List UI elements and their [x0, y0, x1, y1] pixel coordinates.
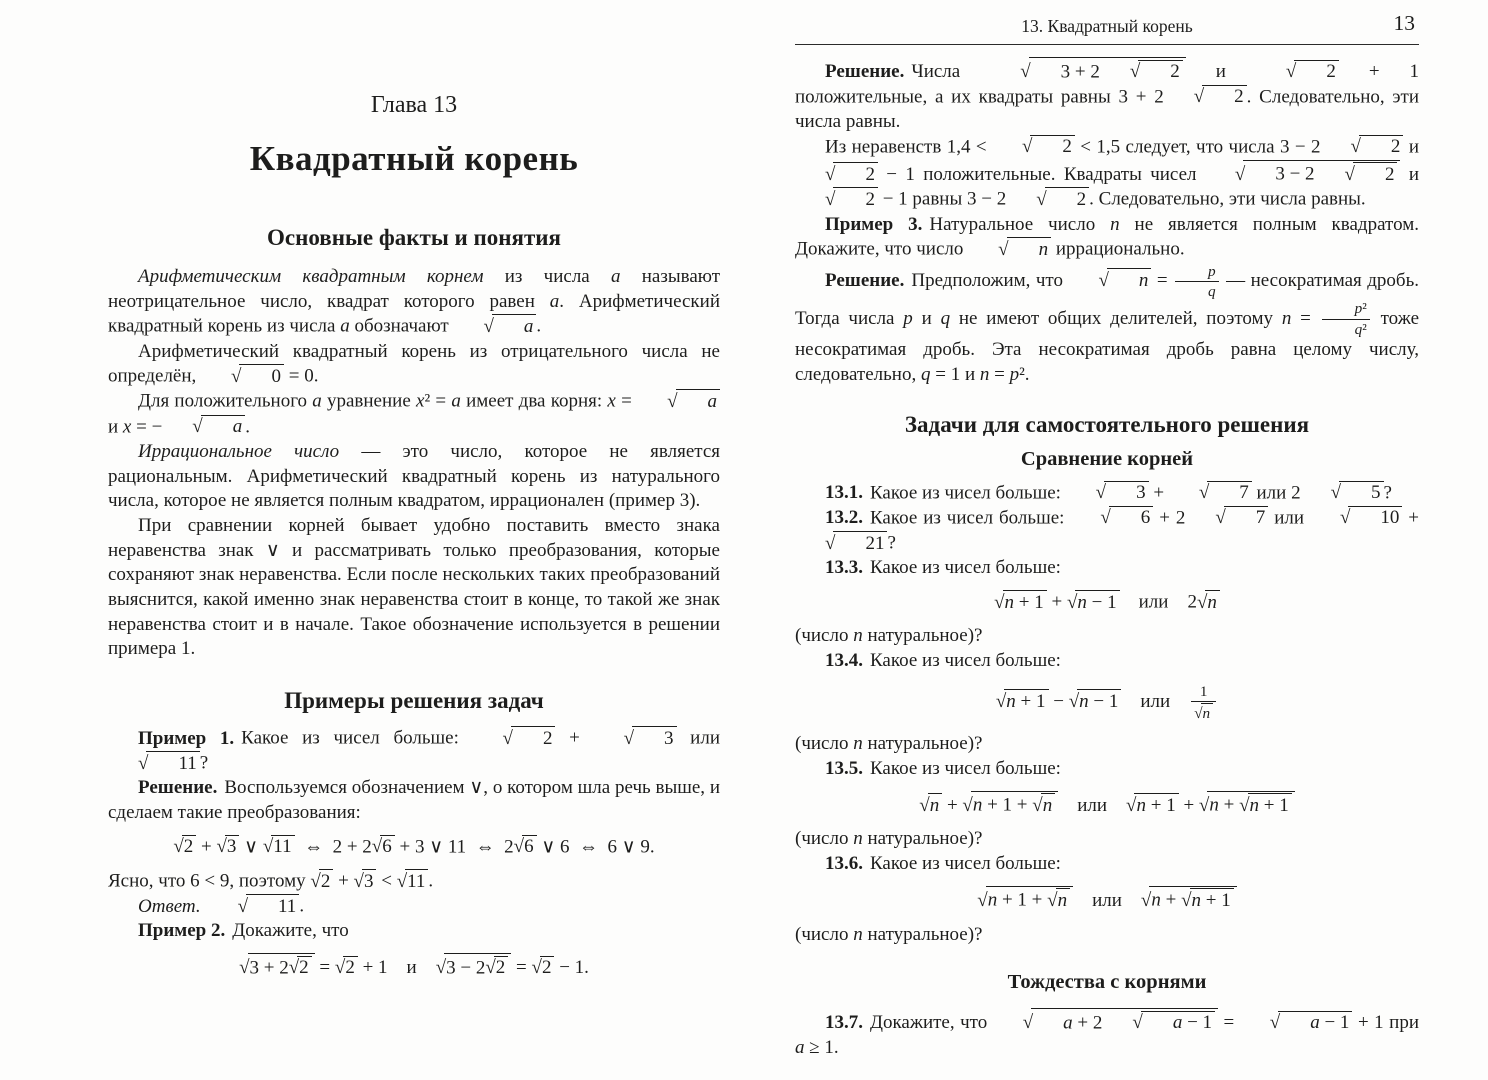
solution-2-text: Числа √ 3 + 2 √ 2 и √ 2 + 1 положительные, а их квадраты равны 3 + 2 √ 2 . Следовательно, эти числа равны.: [795, 61, 1419, 132]
right-page: [795, 0, 1419, 1061]
example-1: [108, 726, 720, 776]
problems-heading: Задачи для самостоятельного решения: [904, 411, 1310, 437]
example-3: [795, 213, 1419, 263]
problem-13-3: [795, 556, 1419, 581]
solution-3-text: Предположим, что √ n = $\frac{p}{q}$ — несократимая дробь. Тогда числа p и q не имеют общих делителей, поэтому n = $\frac{\text{p²}}{\text{q²}}$ тоже несократимая дробь. Эта несократимая дробь равна целому числу, следовательно, q = 1 и n = p².: [795, 262, 1420, 386]
problem-number: 13.4.: [825, 649, 863, 671]
facts-heading: Основные факты и понятия: [267, 225, 561, 250]
paragraph-negative-number: Арифметический квадратный корень из отрицательного числа не определён, √ 0 = 0.: [108, 340, 720, 387]
example-1-text: Какое из чисел больше: √ 2 + √ 3 или √ 11 ?: [138, 727, 720, 774]
answer-example-1: [108, 894, 720, 919]
example-1-label: Пример 1.: [138, 727, 235, 749]
solution-3-label: Решение.: [825, 269, 905, 291]
problem-number: 13.3.: [825, 557, 863, 579]
term-arithmetic-square-root: Арифметическим квадратным корнем: [138, 266, 484, 287]
running-header-title: 13. Квадратный корень: [1021, 16, 1193, 36]
problem-13-3-note: (число n натуральное)?: [795, 625, 983, 647]
solution-2: [795, 57, 1419, 135]
solution-1: [108, 776, 720, 825]
answer-label: Ответ.: [138, 895, 201, 917]
paragraph-two-roots: Для положительного a уравнение x² = a имеет два корня: x = √ a и x = − √ a .: [108, 389, 720, 439]
problem-13-2: [795, 506, 1419, 556]
problem-13-3-formula: √n + 1 + √n − 1 или 2√n: [795, 590, 1419, 614]
paragraph-conclusion-example-1: Ясно, что 6 < 9, поэтому √2 + √3 < √11 .: [108, 870, 434, 892]
comparison-heading: Сравнение корней: [1020, 447, 1194, 470]
solution-1-text: Воспользуемся обозначением ∨, о котором шла речь выше, и сделаем такие преобразования:: [108, 777, 720, 824]
paragraph-text: из числа a называют неотрицательное число, квадрат которого равен a. Арифметический квадратный корень из числа a обозначают √ a .: [108, 266, 720, 337]
example-2-text: Докажите, что: [232, 920, 349, 942]
problem-13-6: [795, 852, 1419, 877]
example-2: [108, 919, 720, 944]
paragraph-text: — это число, которое не является рациональным. Арифметический квадратный корень из натурального числа, которое не является полным квадратом, иррационален (пример 3).: [108, 440, 720, 512]
chapter-label: Глава 13: [370, 92, 458, 118]
problem-13-5-note: (число n натуральное)?: [795, 828, 983, 850]
problem-13-4-note: (число n натуральное)?: [795, 733, 983, 755]
left-page: [108, 0, 720, 990]
problem-number: 13.6.: [825, 853, 863, 875]
problem-text: Какое из чисел больше: √ 6 + 2 √ 7 или √ 10 + √ 21 ?: [825, 507, 1420, 554]
problem-text: Какое из чисел больше:: [870, 557, 1061, 579]
term-irrational-number: Иррациональное число: [138, 440, 340, 462]
chapter-title: Квадратный корень: [249, 139, 579, 178]
paragraph-inequality: Из неравенств 1,4 < √ 2 < 1,5 следует, что числа 3 − 2 √ 2 и √ 2 − 1 положительные. Квадраты чисел √ 3 − 2 √ 2 и √ 2 − 1 равны 3 − 2 √ 2 . Следовательно, эти числа равны.: [825, 136, 1420, 210]
solution-3: [795, 263, 1419, 388]
problem-number: 13.1.: [825, 482, 863, 504]
problem-13-1: [795, 481, 1419, 506]
problem-text: Какое из чисел больше:: [870, 758, 1061, 779]
answer-text: √ 11 .: [237, 895, 305, 917]
problem-13-6-formula: √n + 1 + √n или √n + √n + 1: [795, 886, 1419, 913]
example-3-text: Натуральное число n не является полным квадратом. Докажите, что число √ n иррационально.: [795, 213, 1419, 260]
problem-text: Какое из чисел больше:: [870, 853, 1061, 875]
problem-13-4: [795, 649, 1419, 674]
problem-13-7: [795, 1008, 1419, 1060]
examples-heading: Примеры решения задач: [284, 688, 544, 713]
paragraph-irrational-number: [108, 440, 720, 514]
identities-heading: Тождества с корнями: [1007, 971, 1207, 994]
formula-example-1: √2 + √3 ∨ √11 ⇔ 2 + 2√6 + 3 ∨ 11 ⇔ 2√6 ∨ 6 ⇔ 6 ∨ 9.: [173, 836, 655, 858]
problem-13-5-formula: √n + √n + 1 + √n или √n + 1 + √n + √n + 1: [795, 791, 1419, 818]
formula-example-2: √3 + 2√2 = √2 + 1 и √3 − 2√2 = √2 − 1.: [108, 953, 720, 980]
problem-text: Докажите, что √ a + 2 √ a − 1 = √ a − 1 + 1 при a ≥ 1.: [795, 1012, 1419, 1058]
problem-text: Какое из чисел больше:: [870, 649, 1061, 671]
example-2-label: Пример 2.: [138, 920, 226, 942]
solution-2-label: Решение.: [825, 61, 905, 82]
problem-13-6-note: (число n натуральное)?: [795, 923, 983, 945]
problem-number: 13.7.: [825, 1012, 863, 1034]
running-header: [795, 13, 1419, 45]
problem-number: 13.5.: [825, 758, 863, 779]
paragraph-arithmetic-root-definition: [108, 265, 720, 340]
example-3-label: Пример 3.: [825, 213, 923, 235]
problem-number: 13.2.: [825, 507, 863, 529]
solution-1-label: Решение.: [138, 777, 218, 799]
problem-13-5: [795, 757, 1419, 782]
problem-13-4-formula: √n + 1 − √n − 1 или $\frac{1}{√n}$: [795, 683, 1419, 723]
problem-text: Какое из чисел больше: √ 3 + √ 7 или 2 √ 5 ?: [870, 482, 1392, 504]
paragraph-comparison-sign: При сравнении корней бывает удобно поставить вместо знака неравенства знак ∨ и рассматривать только преобразования, которые сохраняют знак неравенства. Если после нескольких таких преобразований выяснится, какой именно знак неравенства стоит в конце, то такой же знак неравенства стоит и в начале. Такое обозначение используется в решении примера 1.: [108, 514, 720, 660]
page-number: 13: [1393, 11, 1415, 35]
